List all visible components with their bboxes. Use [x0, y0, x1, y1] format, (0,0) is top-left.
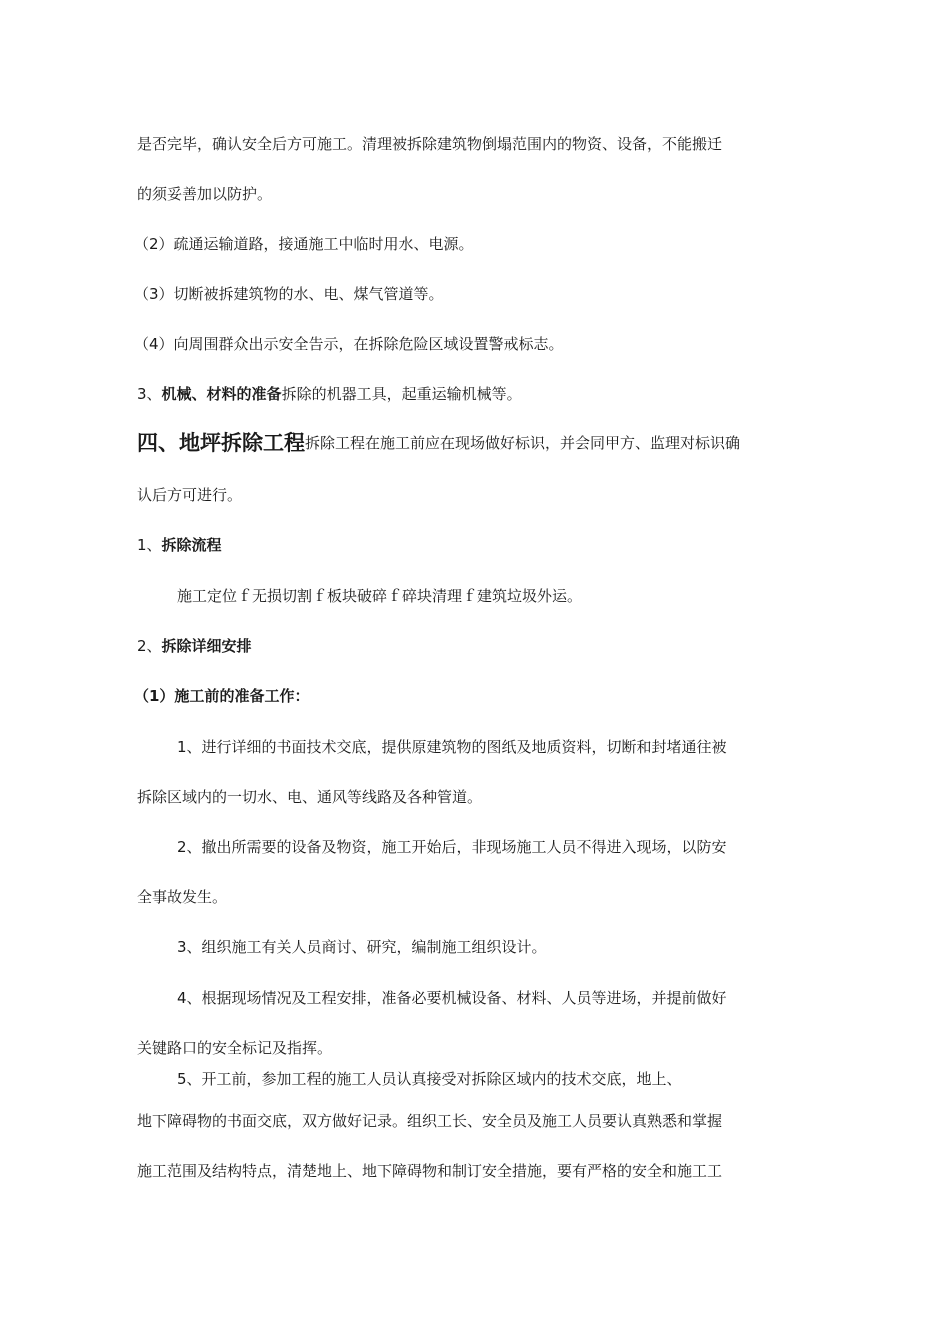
flow-title: 拆除流程 [161, 536, 222, 554]
subsection-title [137, 635, 827, 657]
arrange-title: 拆除详细安排 [161, 637, 252, 655]
paragraph-line: 关键路口的安全标记及指挥。 [137, 1039, 333, 1057]
paragraph-line: 全事故发生。 [137, 888, 228, 906]
paragraph-line: 地下障碍物的书面交底，双方做好记录。组织工长、安全员及施工人员要认真熟悉和掌握 [137, 1112, 723, 1130]
flow-steps: 施工定位ｆ无损切割ｆ板块破碎ｆ碎块清理ｆ建筑垃圾外运。 [177, 587, 583, 605]
item-number: 3、 [137, 385, 162, 403]
materials-text: 拆除的机器工具，起重运输机械等。 [281, 385, 522, 403]
section-heading: 四、地坪拆除工程 [137, 431, 305, 455]
paragraph-line: 4、根据现场情况及工程安排，准备必要机械设备、材料、人员等进场，并提前做好 [177, 989, 727, 1007]
paragraph-line: 3、组织施工有关人员商讨、研究，编制施工组织设计。 [177, 938, 547, 956]
paragraph-line: 拆除区域内的一切水、电、通风等线路及各种管道。 [137, 788, 483, 806]
list-item: （3）切断被拆建筑物的水、电、煤气管道等。 [134, 285, 444, 303]
list-item: （4）向周围群众出示安全告示，在拆除危险区域设置警戒标志。 [134, 335, 564, 353]
subsection-title [137, 534, 827, 556]
paragraph-line: 的须妥善加以防护。 [137, 185, 273, 203]
paragraph-line: 施工范围及结构特点，清楚地上、地下障碍物和制订安全措施，要有严格的安全和施工工 [137, 1162, 723, 1180]
item-number: 1、 [137, 536, 162, 554]
prep-title: （1）施工前的准备工作： [134, 687, 310, 705]
list-item: （2）疏通运输道路，接通施工中临时用水、电源。 [134, 235, 474, 253]
paragraph-line: 2、撤出所需要的设备及物资，施工开始后，非现场施工人员不得进入现场，以防安 [177, 838, 727, 856]
materials-paragraph [137, 383, 827, 405]
paragraph-line: 认后方可进行。 [137, 486, 243, 504]
paragraph-line: 5、开工前，参加工程的施工人员认真接受对拆除区域内的技术交底，地上、 [177, 1070, 682, 1088]
section-text: 拆除工程在施工前应在现场做好标识，并会同甲方、监理对标识确 [305, 434, 741, 452]
paragraph-line: 1、进行详细的书面技术交底，提供原建筑物的图纸及地质资料，切断和封堵通往被 [177, 738, 727, 756]
item-number: 2、 [137, 637, 162, 655]
materials-title: 机械、材料的准备 [161, 385, 282, 403]
section-4-paragraph [137, 432, 827, 454]
paragraph-line: 是否完毕，确认安全后方可施工。清理被拆除建筑物倒塌范围内的物资、设备，不能搬迁 [137, 135, 723, 153]
